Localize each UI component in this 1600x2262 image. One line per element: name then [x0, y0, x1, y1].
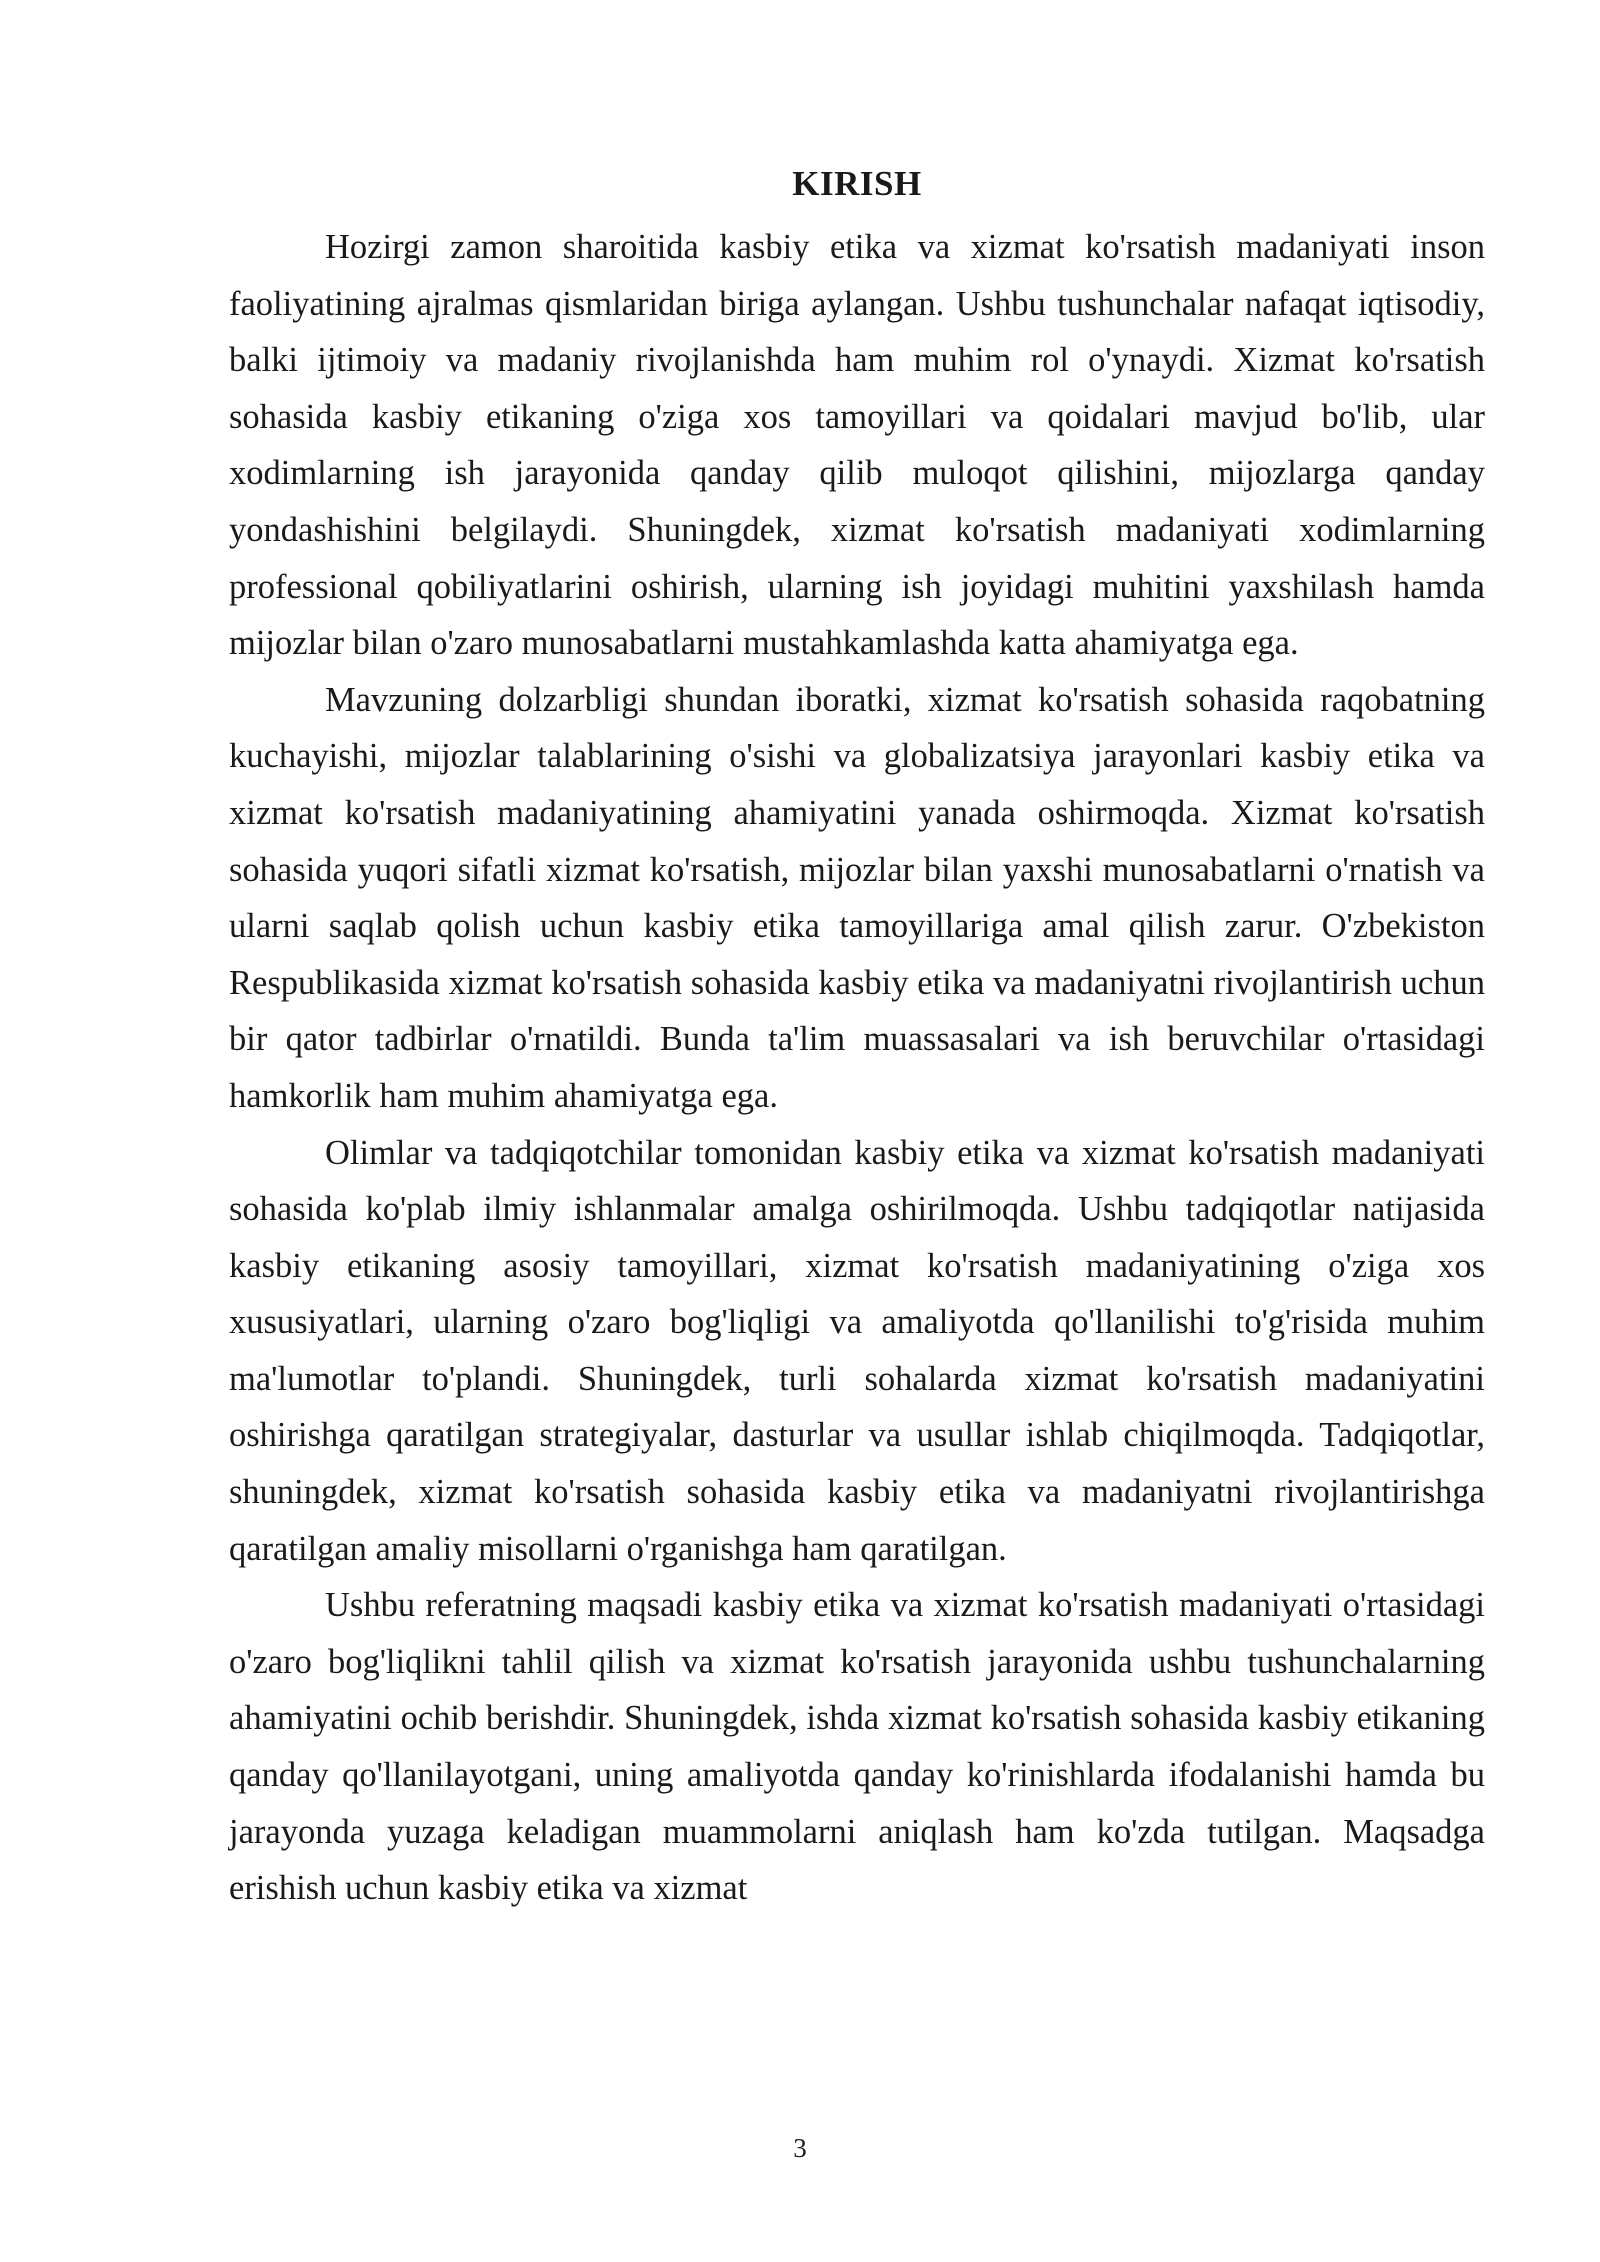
paragraph-3: Olimlar va tadqiqotchilar tomonidan kasbiy etika va xizmat ko'rsatish madaniyati sohasida ko'plab ilmiy ishlanmalar amalga oshirilmoqda. Ushbu tadqiqotlar natijasida kasbiy etikaning asosiy tamoyillari, xizmat ko'rsatish madaniyatining o'ziga xos xususiyatlari, ularning o'zaro bog'liqligi va amaliyotda qo'llanilishi to'g'risida muhim ma'lumotlar to'plandi. Shuningdek, turli sohalarda xizmat ko'rsatish madaniyatini oshirishga qaratilgan strategiyalar, dasturlar va usullar ishlab chiqilmoqda. Tadqiqotlar, shuningdek, xizmat ko'rsatish sohasida kasbiy etika va madaniyatni rivojlantirishga qaratilgan amaliy misollarni o'rganishga ham qaratilgan. [229, 1133, 1485, 1568]
paragraph-1: Hozirgi zamon sharoitida kasbiy etika va xizmat ko'rsatish madaniyati inson faoliyatining ajralmas qismlaridan biriga aylangan. Ushbu tushunchalar nafaqat iqtisodiy, balki ijtimoiy va madaniy rivojlanishda ham muhim rol o'ynaydi. Xizmat ko'rsatish sohasida kasbiy etikaning o'ziga xos tamoyillari va qoidalari mavjud bo'lib, ular xodimlarning ish jarayonida qanday qilib muloqot qilishini, mijozlarga qanday yondashishini belgilaydi. Shuningdek, xizmat ko'rsatish madaniyati xodimlarning professional qobiliyatlarini oshirish, ularning ish joyidagi muhitini yaxshilash hamda mijozlar bilan o'zaro munosabatlarni mustahkamlashda katta ahamiyatga ega. [229, 228, 1485, 663]
page-content [229, 163, 1485, 1917]
paragraph-2: Mavzuning dolzarbligi shundan iboratki, xizmat ko'rsatish sohasida raqobatning kuchayishi, mijozlar talablarining o'sishi va globalizatsiya jarayonlari kasbiy etika va xizmat ko'rsatish madaniyatining ahamiyatini yanada oshirmoqda. Xizmat ko'rsatish sohasida yuqori sifatli xizmat ko'rsatish, mijozlar bilan yaxshi munosabatlarni o'rnatish va ularni saqlab qolish uchun kasbiy etika tamoyillariga amal qilish zarur. O'zbekiston Respublikasida xizmat ko'rsatish sohasida kasbiy etika va madaniyatni rivojlantirish uchun bir qator tadbirlar o'rnatildi. Bunda ta'lim muassasalari va ish beruvchilar o'rtasidagi hamkorlik ham muhim ahamiyatga ega. [229, 680, 1485, 1115]
paragraph-4: Ushbu referatning maqsadi kasbiy etika va xizmat ko'rsatish madaniyati o'rtasidagi o'zaro bog'liqlikni tahlil qilish va xizmat ko'rsatish jarayonida ushbu tushunchalarning ahamiyatini ochib berishdir. Shuningdek, ishda xizmat ko'rsatish sohasida kasbiy etikaning qanday qo'llanilayotgani, uning amaliyotda qanday ko'rinishlarda ifodalanishi hamda bu jarayonda yuzaga keladigan muammolarni aniqlash ham ko'zda tutilgan. Maqsadga erishish uchun kasbiy etika va xizmat [229, 1586, 1485, 1908]
page-number: 3 [793, 2133, 807, 2163]
section-title: KIRISH [792, 164, 922, 203]
